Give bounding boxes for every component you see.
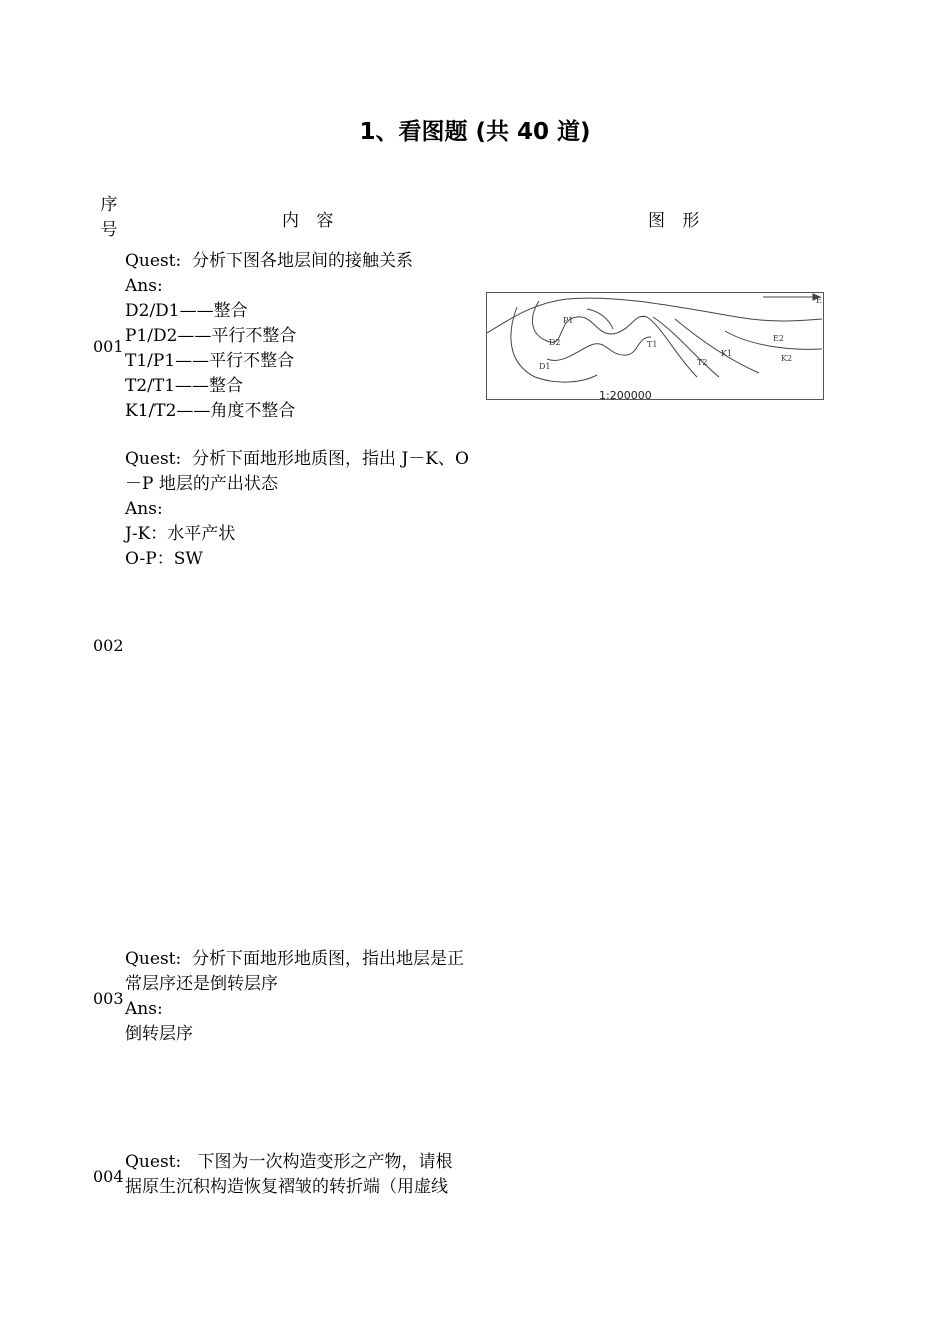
- item-content: [125, 447, 487, 572]
- contact-line: [653, 317, 719, 377]
- content-line: O-P：SW: [125, 549, 203, 569]
- contact-line: [587, 309, 613, 329]
- item-content: [125, 249, 487, 424]
- map-label: T2: [697, 358, 708, 367]
- content-line: Quest: 下图为一次构造变形之产物，请根: [125, 1152, 453, 1172]
- item-number: 004: [93, 1167, 124, 1186]
- map-label: P1: [563, 316, 574, 325]
- content-line: Quest: 分析下面地形地质图，指出 J－K、O: [125, 449, 469, 469]
- content-line: －P 地层的产出状态: [125, 474, 278, 494]
- map-label: K2: [781, 354, 793, 363]
- map-label: K1: [721, 349, 733, 358]
- content-line: Ans:: [125, 276, 163, 296]
- item-number: 001: [93, 337, 124, 356]
- column-header-seq: [98, 193, 120, 243]
- content-line: Quest: 分析下图各地层间的接触关系: [125, 251, 414, 271]
- map-label: E2: [773, 334, 784, 343]
- column-header-seq-line2: 号: [100, 220, 118, 240]
- content-line: 常层序还是倒转层序: [125, 974, 278, 994]
- content-line: Quest: 分析下面地形地质图，指出地层是正: [125, 949, 465, 969]
- content-line: D2/D1——整合: [125, 301, 248, 321]
- contact-line: [547, 337, 651, 360]
- scale-label: 1:200000: [599, 389, 652, 399]
- content-line: 据原生沉积构造恢复褶皱的转折端（用虚线: [125, 1177, 448, 1197]
- column-header-figure: 图 形: [648, 211, 706, 231]
- item-content: [125, 1150, 487, 1200]
- page-title: 1、看图题 (共 40 道): [359, 119, 591, 145]
- content-line: P1/D2——平行不整合: [125, 326, 297, 346]
- item-content: [125, 947, 487, 1047]
- content-line: Ans:: [125, 499, 163, 519]
- item-number: 002: [93, 636, 124, 655]
- content-line: 倒转层序: [125, 1024, 193, 1044]
- content-line: J-K：水平产状: [125, 524, 236, 544]
- contact-line: [675, 319, 759, 373]
- column-header-seq-line1: 序: [100, 195, 118, 215]
- geologic-cross-section-figure: [486, 292, 824, 400]
- content-line: Ans:: [125, 999, 163, 1019]
- content-line: K1/T2——角度不整合: [125, 401, 296, 421]
- map-label: E: [816, 296, 822, 305]
- map-label: T1: [647, 340, 658, 349]
- item-number: 003: [93, 989, 124, 1008]
- map-label: D1: [539, 362, 551, 371]
- content-line: T2/T1——整合: [125, 376, 244, 396]
- content-line: T1/P1——平行不整合: [125, 351, 295, 371]
- map-label: D2: [549, 338, 561, 347]
- column-header-content: 内 容: [282, 211, 340, 231]
